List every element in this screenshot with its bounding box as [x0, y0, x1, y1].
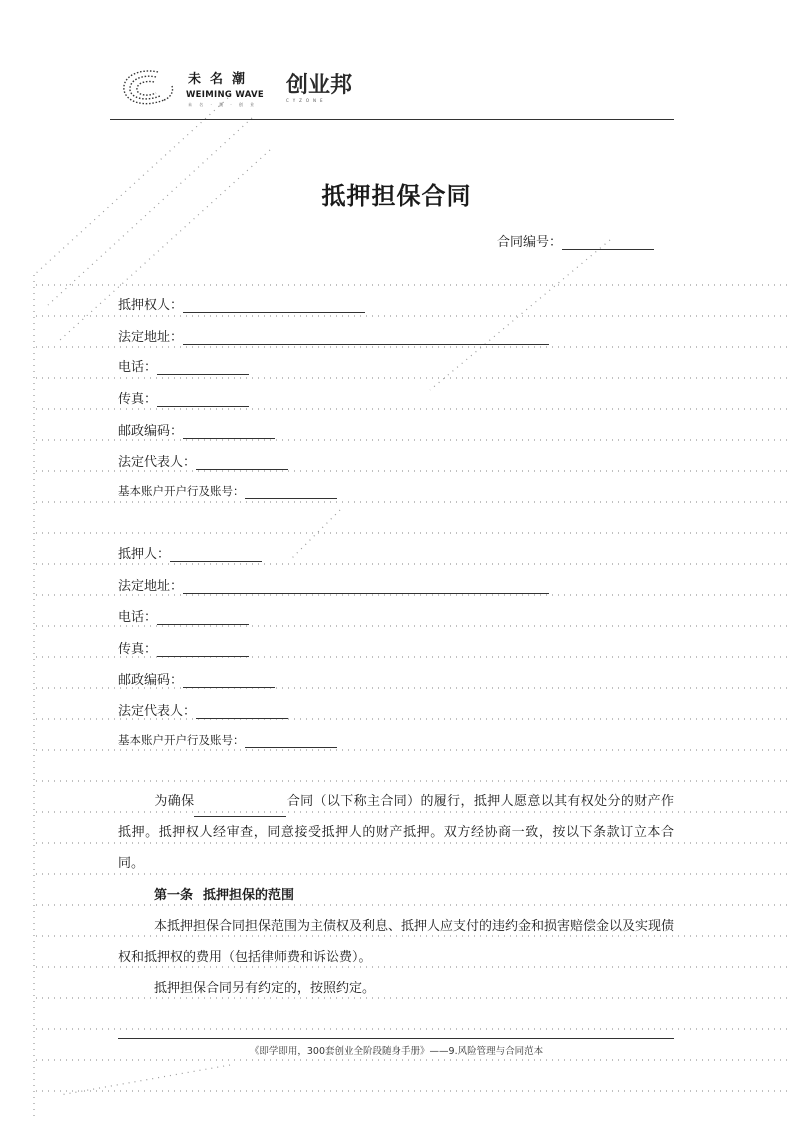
mortgagee-address-label: 法定地址： — [118, 330, 184, 345]
brand-tagline: CYZONE — [286, 98, 327, 103]
mortgagee-fax-line — [118, 388, 249, 407]
mortgagor-fax-blank[interactable] — [157, 641, 249, 657]
mortgagor-name-label: 抵押人： — [118, 547, 171, 562]
logo-tagline: 未 名 · 潮 · 创 业 — [188, 102, 258, 107]
article-1-paragraph-1 — [118, 911, 674, 973]
mortgagor-bank-blank[interactable] — [245, 732, 337, 748]
mortgagee-bank-blank[interactable] — [245, 483, 337, 499]
article-1-text-2: 抵押担保合同另有约定的，按照约定。 — [154, 981, 376, 996]
mortgagor-fax-label: 传真： — [118, 642, 158, 657]
main-contract-blank[interactable] — [194, 802, 286, 817]
logo-english-name: WEIMING WAVE — [186, 90, 264, 100]
header-divider — [110, 119, 674, 120]
mortgagee-fax-blank[interactable] — [157, 391, 249, 407]
contract-number-label: 合同编号： — [497, 235, 563, 250]
article-1-title: 抵押担保的范围 — [203, 888, 295, 903]
article-1-heading — [154, 884, 304, 903]
mortgagor-name-blank[interactable] — [170, 546, 262, 562]
wave-logo-icon — [118, 66, 178, 110]
mortgagee-name-blank[interactable] — [183, 297, 365, 313]
mortgagor-address-line — [118, 575, 549, 594]
mortgagee-rep-line — [118, 451, 288, 470]
mortgagor-address-label: 法定地址： — [118, 579, 184, 594]
mortgagor-name-line — [118, 543, 262, 562]
mortgagee-rep-blank[interactable] — [196, 454, 288, 470]
mortgagor-fax-line — [118, 638, 249, 657]
mortgagee-bank-label: 基本账户开户行及账号： — [118, 484, 245, 498]
mortgagee-address-line — [118, 326, 549, 345]
mortgagee-name-label: 抵押权人： — [118, 298, 184, 313]
contract-number-blank[interactable] — [562, 234, 654, 250]
mortgagor-rep-label: 法定代表人： — [118, 704, 197, 719]
mortgagee-phone-line — [118, 356, 249, 375]
article-1-number: 第一条 — [154, 888, 194, 903]
intro-paragraph — [118, 786, 674, 879]
article-1-paragraph-2 — [118, 973, 674, 1004]
mortgagee-phone-label: 电话： — [118, 360, 158, 375]
contract-number-line — [497, 231, 654, 250]
mortgagee-fax-label: 传真： — [118, 392, 158, 407]
mortgagee-postcode-label: 邮政编码： — [118, 424, 184, 439]
footer-divider — [118, 1038, 674, 1039]
mortgagor-phone-label: 电话： — [118, 610, 158, 625]
logo-chinese-name: 未名潮 — [188, 72, 255, 87]
mortgagor-rep-line — [118, 700, 288, 719]
mortgagee-name-line — [118, 294, 365, 313]
mortgagor-phone-line — [118, 606, 249, 625]
mortgagor-phone-blank[interactable] — [157, 609, 249, 625]
mortgagor-postcode-blank[interactable] — [183, 672, 275, 688]
mortgagor-address-blank[interactable] — [183, 578, 549, 594]
mortgagee-rep-label: 法定代表人： — [118, 455, 197, 470]
intro-text: 合同（以下称主合同）的履行，抵押人愿意以其有权处分的财产作抵押。抵押权人经审查，同意接受抵押人的财产抵押。双方经协商一致，按以下条款订立本合同。 — [118, 794, 674, 871]
page-footer: 《即学即用，300套创业全阶段随身手册》——9.风险管理与合同范本 — [249, 1046, 544, 1057]
mortgagor-bank-label: 基本账户开户行及账号： — [118, 733, 245, 747]
mortgagee-phone-blank[interactable] — [157, 359, 249, 375]
mortgagee-postcode-line — [118, 420, 275, 439]
page-header — [118, 64, 674, 120]
mortgagor-postcode-line — [118, 669, 275, 688]
mortgagee-postcode-blank[interactable] — [183, 423, 275, 439]
mortgagee-bank-line — [118, 483, 337, 499]
document-title: 抵押担保合同 — [321, 182, 472, 210]
mortgagor-bank-line — [118, 732, 337, 748]
article-1-text-1: 本抵押担保合同担保范围为主债权及利息、抵押人应支付的违约金和损害赔偿金以及实现债权和抵押权的费用（包括律师费和诉讼费）。 — [118, 919, 675, 965]
mortgagor-postcode-label: 邮政编码： — [118, 673, 184, 688]
intro-prefix: 为确保 — [154, 794, 195, 809]
brand-logo-text: 创业邦 — [286, 73, 353, 98]
mortgagee-address-blank[interactable] — [183, 329, 549, 345]
mortgagor-rep-blank[interactable] — [196, 703, 288, 719]
